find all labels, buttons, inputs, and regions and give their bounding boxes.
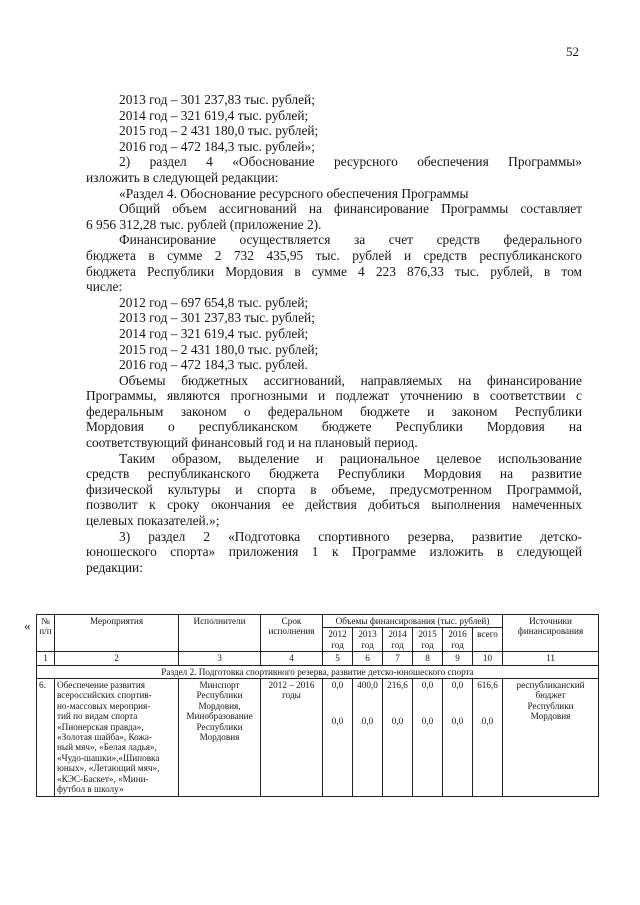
value-cell-2016 <box>443 679 473 796</box>
text-line: 2014 год – 321 619,4 тыс. рублей; <box>119 107 309 123</box>
text-line: 2015 год – 2 431 180,0 тыс. рублей; <box>119 341 319 357</box>
text-line: 2016 год – 472 184,3 тыс. рублей. <box>119 357 308 373</box>
source-line: бюджет <box>535 690 566 701</box>
value: 0,0 <box>421 680 434 691</box>
term-cell: 2012 – 2016 годы <box>261 679 323 796</box>
value: 0,0 <box>331 680 344 691</box>
col-number: 11 <box>503 652 599 665</box>
executor-line: Мордовия <box>199 732 240 743</box>
text-line: Мордовия о республиканском бюджете Республики Мордовия на <box>86 419 582 435</box>
section-title: Раздел 2. Подготовка спортивного резерва, развитие детско-юношеского спорта <box>37 665 599 678</box>
opening-quote: « <box>24 618 31 633</box>
value: 0,0 <box>421 716 434 727</box>
text-line: Таким образом, выделение и рациональное целевое использование <box>119 450 582 466</box>
executor-line: Минспорт <box>199 680 240 691</box>
text-line: изложить в следующей редакции: <box>86 169 279 185</box>
executor-line: Республики <box>196 690 243 701</box>
header-measures: Мероприятия <box>55 615 179 652</box>
measure-line: футбол в школу» <box>57 784 124 795</box>
text-line: 2016 год – 472 184,3 тыс. рублей»; <box>119 138 315 154</box>
text-line: редакции: <box>86 559 143 575</box>
col-number: 10 <box>473 652 503 665</box>
text-line: 3) раздел 2 «Подготовка спортивного резерва, развитие детско- <box>119 528 582 544</box>
measure-line: «Чудо-шашки»,«Шиповка <box>57 752 160 763</box>
value: 0,0 <box>391 716 404 727</box>
col-number: 7 <box>383 652 413 665</box>
value: 0,0 <box>451 680 464 691</box>
col-number: 8 <box>413 652 443 665</box>
value: 616,6 <box>477 680 498 691</box>
col-number: 4 <box>261 652 323 665</box>
text-line: 2013 год – 301 237,83 тыс. рублей; <box>119 310 315 326</box>
col-number: 5 <box>323 652 353 665</box>
col-number: 3 <box>179 652 261 665</box>
value: 216,6 <box>387 680 408 691</box>
value: 0,0 <box>331 716 344 727</box>
col-number: 2 <box>55 652 179 665</box>
text-line: физической культуры и спорта в объеме, предусмотренном Программой, <box>86 481 582 497</box>
column-number-row <box>37 652 599 665</box>
header-sources: Источники финансирования <box>503 615 599 652</box>
header-year: 2016 год <box>443 628 473 652</box>
measure-line: тий по видам спорта <box>57 711 138 722</box>
value: 0,0 <box>361 716 374 727</box>
measure-cell <box>55 679 179 796</box>
measure-line: «КЭС-Баскет», «Мини- <box>57 773 149 784</box>
text-line: 2013 год – 301 237,83 тыс. рублей; <box>119 92 315 107</box>
header-funding: Объемы финансирования (тыс. рублей) <box>323 615 503 628</box>
measure-line: Обеспечение развития <box>57 680 145 691</box>
header-year: 2013 год <box>353 628 383 652</box>
executor-cell <box>179 679 261 796</box>
header-executors: Исполнители <box>179 615 261 652</box>
measure-line: «Пионерская правда», <box>57 721 144 732</box>
row-num: 6. <box>37 679 55 796</box>
text-line: 2) раздел 4 «Обоснование ресурсного обеспечения Программы» <box>119 154 582 170</box>
measure-line: «Золотая шайба», Кожа- <box>57 732 152 743</box>
text-line: федеральным законом о федеральном бюджете и законом Республики <box>86 403 582 419</box>
text-line: средств республиканского бюджета Республики Мордовия на развитие <box>86 466 582 482</box>
header-year: 2015 год <box>413 628 443 652</box>
source-cell <box>503 679 599 796</box>
measure-line: всероссийских спортив- <box>57 690 152 701</box>
source-line: Республики <box>527 700 574 711</box>
source-line: Мордовия <box>530 711 571 722</box>
measure-line: юных», «Летающий мяч», <box>57 763 160 774</box>
text-line: целевых показателей.»; <box>86 513 220 529</box>
text-line: Программы, являются прогнозными и подлежат уточнению в соответствии с <box>86 388 582 404</box>
text-line: бюджета Республики Мордовия в сумме 4 223 876,33 тыс. рублей, в том <box>86 263 582 279</box>
table-row <box>37 679 599 796</box>
value-cell-2012 <box>323 679 353 796</box>
source-line: республиканский <box>516 680 585 691</box>
executor-line: Мордовия, <box>198 700 241 711</box>
value: 400,0 <box>357 680 378 691</box>
col-number: 6 <box>353 652 383 665</box>
measure-line: ный мяч», «Белая ладья», <box>57 742 157 753</box>
header-term: Срок исполнения <box>261 615 323 652</box>
header-num: № п/п <box>37 615 55 652</box>
text-line: 2012 год – 697 654,8 тыс. рублей; <box>119 294 309 310</box>
col-number: 1 <box>37 652 55 665</box>
text-line: Финансирование осуществляется за счет средств федерального <box>119 232 582 248</box>
text-line: 2014 год – 321 619,4 тыс. рублей; <box>119 325 309 341</box>
value: 0,0 <box>481 716 494 727</box>
page-number: 52 <box>566 44 579 59</box>
program-table <box>36 614 599 797</box>
value: 0,0 <box>451 716 464 727</box>
header-year: 2012 год <box>323 628 353 652</box>
text-line: Объемы бюджетных ассигнований, направляемых на финансирование <box>119 372 582 388</box>
value-cell-total <box>473 679 503 796</box>
executor-line: Республики <box>196 721 243 732</box>
measure-line: но-массовых мероприя- <box>57 700 151 711</box>
text-line: юношеского спорта» приложения 1 к Программе изложить в следующей <box>86 544 582 560</box>
value-cell-2015 <box>413 679 443 796</box>
header-total: всего <box>473 628 503 652</box>
text-line: числе: <box>86 279 123 295</box>
value-cell-2013 <box>353 679 383 796</box>
value-cell-2014 <box>383 679 413 796</box>
document-body <box>86 92 582 575</box>
section-row <box>37 665 599 678</box>
text-line: бюджета в сумме 2 732 435,95 тыс. рублей и средств республиканского <box>86 247 582 263</box>
text-line: «Раздел 4. Обоснование ресурсного обеспечения Программы <box>119 185 469 201</box>
header-year: 2014 год <box>383 628 413 652</box>
text-line: 6 956 312,28 тыс. рублей (приложение 2). <box>86 216 322 232</box>
text-line: 2015 год – 2 431 180,0 тыс. рублей; <box>119 123 319 139</box>
col-number: 9 <box>443 652 473 665</box>
text-line: соответствующий финансовый год и на плановый период. <box>86 435 418 451</box>
executor-line: Минобразование <box>186 711 253 722</box>
text-line: Общий объем ассигнований на финансирование Программы составляет <box>119 201 582 217</box>
text-line: позволит к сроку окончания ее действия добиться выполнения намеченных <box>86 497 582 513</box>
